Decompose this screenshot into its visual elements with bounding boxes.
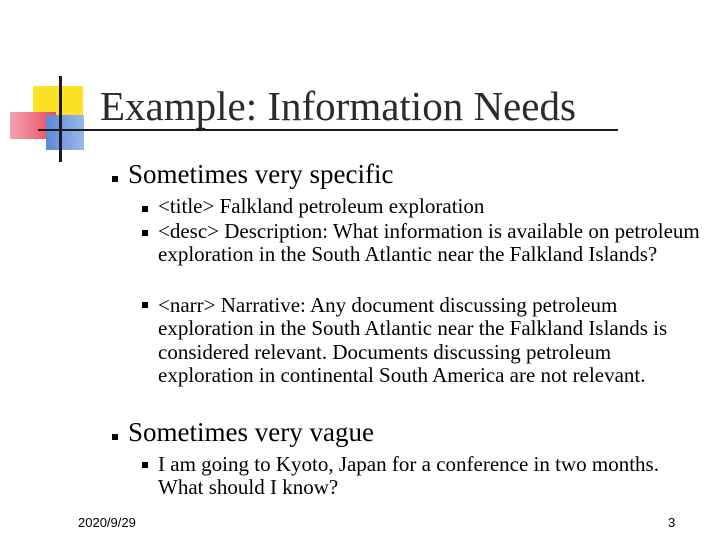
footer-date: 2020/9/29	[78, 515, 136, 530]
sub-bullet-desc: <desc> Description: What information is available on petroleum exploration in the South Atlantic near the Falkland Islands?	[158, 219, 700, 267]
sub-bullet-square-icon	[142, 230, 148, 236]
bullet-vague: Sometimes very vague	[128, 417, 374, 447]
blue-square	[46, 115, 84, 150]
sub-bullet-square-icon	[142, 462, 148, 468]
bullet-square-icon	[112, 434, 118, 440]
sub-bullet-kyoto: I am going to Kyoto, Japan for a conference in two months. What should I know?	[158, 452, 659, 500]
bullet-square-icon	[112, 176, 118, 182]
vertical-rule	[59, 76, 62, 162]
slide-title: Example: Information Needs	[100, 83, 576, 129]
sub-bullet-title: <title> Falkland petroleum exploration	[158, 194, 485, 218]
sub-bullet-square-icon	[142, 206, 148, 212]
sub-bullet-narr: <narr> Narrative: Any document discussing petroleum exploration in the South Atlantic near the Falkland Islands is considered relevant. Documents discussing petroleum exploration in continental South America are not relevant.	[158, 293, 668, 387]
title-underline	[38, 129, 618, 131]
bullet-specific: Sometimes very specific	[128, 159, 394, 189]
sub-bullet-square-icon	[142, 302, 148, 308]
page-number: 3	[668, 515, 676, 530]
